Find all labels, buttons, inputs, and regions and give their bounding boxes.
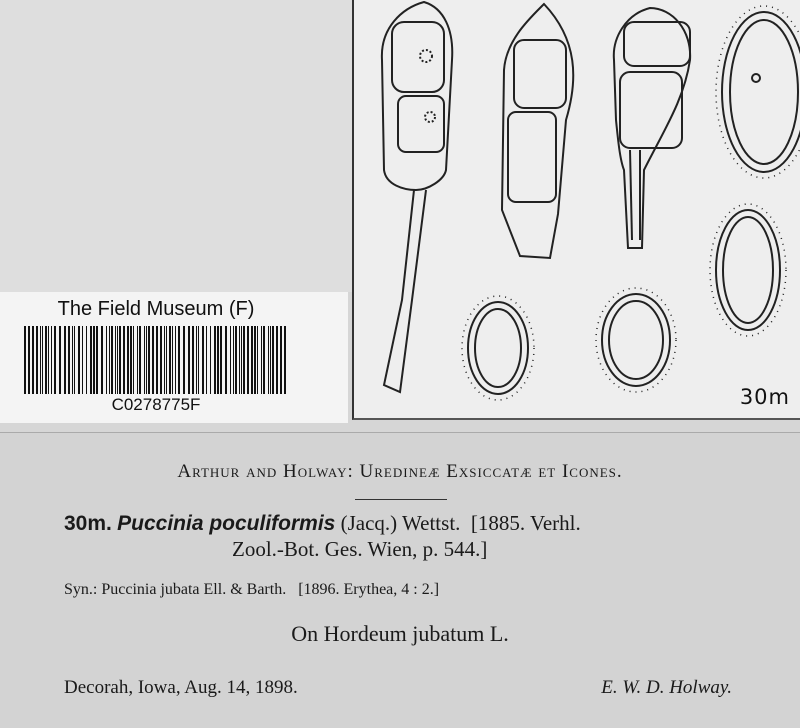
urediniospore-drawing-3: [468, 302, 528, 394]
synonym-name: Puccinia jubata Ell. & Barth.: [101, 581, 287, 598]
plate-number: 30m: [739, 385, 790, 409]
species-name: Puccinia poculiformis: [117, 512, 336, 535]
urediniospore-drawing-2: [716, 210, 780, 330]
museum-name: The Field Museum (F): [57, 298, 255, 320]
host-plant: On Hordeum jubatum L.: [291, 621, 509, 646]
herbarium-label: [0, 432, 800, 728]
specimen-number: 30m.: [64, 512, 112, 535]
barcode-image: [24, 326, 288, 394]
teliospore-drawing-3: [614, 8, 690, 248]
museum-barcode-label: [0, 292, 348, 423]
synonym-prefix: Syn.:: [64, 581, 102, 598]
series-title: Arthur and Holway: Uredineæ Exsiccatæ et Icones.: [177, 461, 623, 482]
species-authority: (Jacq.) Wettst.: [340, 511, 461, 535]
urediniospore-drawing-4: [602, 294, 670, 386]
synonym-citation: [1896. Erythea, 4 : 2.]: [298, 581, 440, 598]
teliospore-drawing-2: [502, 4, 573, 258]
citation-part-2: Zool.-Bot. Ges. Wien, p. 544.]: [232, 537, 488, 561]
locality-date: Decorah, Iowa, Aug. 14, 1898.: [64, 677, 298, 698]
collector: E. W. D. Holway.: [601, 677, 732, 698]
spore-illustration-plate: [352, 0, 800, 420]
urediniospore-drawing-1: [722, 12, 800, 172]
catalog-number: C0278775F: [111, 395, 201, 414]
species-line: [64, 511, 581, 536]
blank-sheet-area: [0, 0, 352, 292]
title-rule: [355, 499, 447, 500]
citation-part-1: [1885. Verhl.: [470, 511, 581, 535]
spore-drawings: [354, 0, 800, 418]
teliospore-drawing-1: [382, 2, 452, 392]
synonym-line: [64, 581, 439, 599]
